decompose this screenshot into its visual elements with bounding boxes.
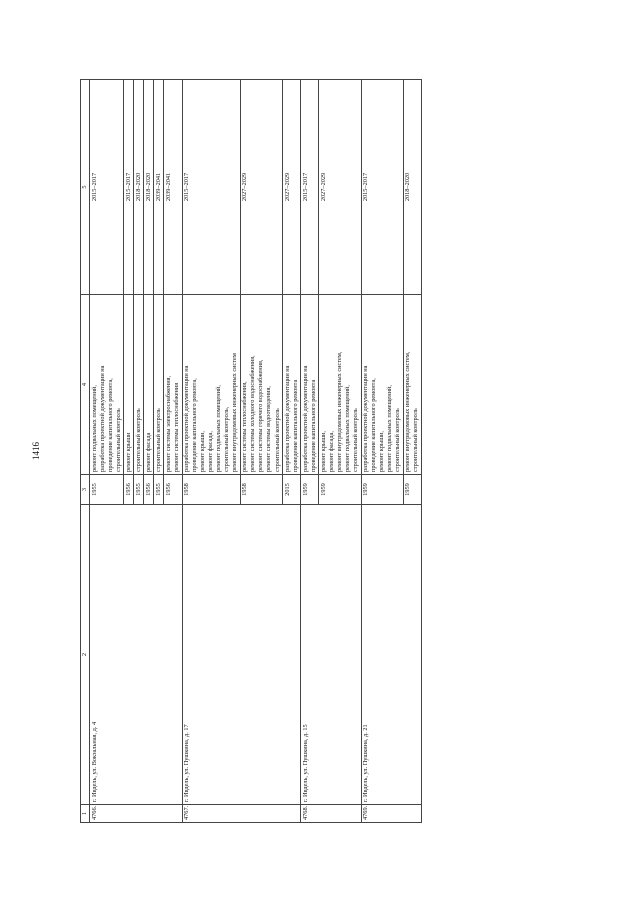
works-cell xyxy=(182,295,240,475)
works-cell xyxy=(283,295,301,475)
works-cell xyxy=(301,295,319,475)
period-cell: 2039–2041 xyxy=(154,80,164,295)
year-cell: 1959 xyxy=(403,475,421,505)
work-line: ремонт крыши, xyxy=(378,430,386,472)
work-line: ремонт системы электроснабжения, xyxy=(164,375,172,472)
works-cell xyxy=(164,295,182,475)
year-cell: 1959 xyxy=(301,475,319,505)
year-cell: 1959 xyxy=(361,475,403,505)
work-line: разработка проектной документации на xyxy=(183,365,191,472)
repair-schedule-table xyxy=(80,79,422,823)
entry-number: 4767. xyxy=(182,805,301,823)
work-line: строительный контроль xyxy=(394,408,402,472)
period-cell: 2015–2017 xyxy=(301,80,319,295)
entry-address: г. Ивдель, ул. Вокзальная, д. 4 xyxy=(90,505,182,805)
work-line: ремонт внутридомовых инженерных систем, xyxy=(335,351,343,472)
year-cell: 1959 xyxy=(319,475,361,505)
entry-address: г. Ивдель, ул. Пушкина, д. 15 xyxy=(301,505,361,805)
works-cell xyxy=(361,295,403,475)
work-line: ремонт системы холодного водоснабжения, xyxy=(249,355,257,472)
work-line: проведение капитального ремонта, xyxy=(370,378,378,472)
table-body xyxy=(90,80,422,823)
entry-number: 4769. xyxy=(361,805,421,823)
work-line: ремонт системы горячего водоснабжения, xyxy=(257,359,265,472)
work-line: ремонт фасада, xyxy=(207,431,215,472)
work-line: ремонт крыши, xyxy=(319,430,327,472)
work-line: строительный контроль, xyxy=(223,406,231,472)
work-line: ремонт подвальных помещений, xyxy=(90,385,98,472)
year-cell: 1956 xyxy=(124,475,134,505)
work-line: проведение капитального ремонта, xyxy=(191,378,199,472)
period-cell: 2027–2029 xyxy=(240,80,282,295)
work-line: строительный контроль xyxy=(134,408,142,472)
work-line: ремонт системы водоотведения, xyxy=(265,386,273,472)
page-number: 1416 xyxy=(31,442,41,460)
table-row xyxy=(301,80,319,823)
table-row xyxy=(90,80,124,823)
header-col-1: 1 xyxy=(81,805,90,823)
work-line: ремонт фасада, xyxy=(327,431,335,472)
work-line: ремонт системы теплоснабжения, xyxy=(241,381,249,472)
works-cell xyxy=(90,295,124,475)
entry-number: 4766. xyxy=(90,805,182,823)
work-line: строительный контроль xyxy=(154,408,162,472)
table-row xyxy=(361,80,403,823)
period-cell: 2018–2020 xyxy=(144,80,154,295)
period-cell: 2027–2029 xyxy=(283,80,301,295)
period-cell: 2018–2020 xyxy=(403,80,421,295)
work-line: ремонт подвальных помещений, xyxy=(386,385,394,472)
works-cell xyxy=(154,295,164,475)
work-line: ремонт внутридомовых инженерных систем xyxy=(231,353,239,472)
table-header-row xyxy=(81,80,90,823)
period-cell: 2015–2017 xyxy=(90,80,124,295)
work-line: ремонт подвальных помещений, xyxy=(343,385,351,472)
work-line: строительный контроль xyxy=(412,408,420,472)
works-cell xyxy=(134,295,144,475)
period-cell: 2018–2020 xyxy=(134,80,144,295)
work-line: разработка проектной документации на xyxy=(301,365,309,472)
work-line: ремонт внутридомовых инженерных систем, xyxy=(404,351,412,472)
work-line: строительный контроль xyxy=(114,408,122,472)
works-cell xyxy=(124,295,134,475)
period-cell: 2039–2041 xyxy=(164,80,182,295)
header-col-2: 2 xyxy=(81,505,90,805)
work-line: разработка проектной документации на xyxy=(283,365,291,472)
works-cell xyxy=(144,295,154,475)
period-cell: 2015–2017 xyxy=(124,80,134,295)
period-cell: 2027–2029 xyxy=(319,80,361,295)
work-line: ремонт подвальных помещений, xyxy=(215,385,223,472)
work-line: ремонт системы теплоснабжения xyxy=(172,382,180,472)
work-line: проведение капитального ремонта xyxy=(309,379,317,472)
header-col-5: 5 xyxy=(81,80,90,295)
work-line: проведение капитального ремонта, xyxy=(106,378,114,472)
header-col-3: 3 xyxy=(81,475,90,505)
year-cell: 1955 xyxy=(90,475,124,505)
work-line: строительный контроль xyxy=(351,408,359,472)
header-col-4: 4 xyxy=(81,295,90,475)
year-cell: 1956 xyxy=(144,475,154,505)
work-line: ремонт крыши, xyxy=(199,430,207,472)
works-cell xyxy=(403,295,421,475)
work-line: разработка проектной документации на xyxy=(98,365,106,472)
work-line: проведение капитального ремонта xyxy=(291,379,299,472)
year-cell: 2015 xyxy=(283,475,301,505)
year-cell: 1956 xyxy=(164,475,182,505)
year-cell: 1958 xyxy=(240,475,282,505)
work-line: строительный контроль xyxy=(273,408,281,472)
year-cell: 1958 xyxy=(182,475,240,505)
entry-address: г. Ивдель, ул. Пушкина, д. 21 xyxy=(361,505,421,805)
entry-address: г. Ивдель, ул. Пушкина, д. 17 xyxy=(182,505,301,805)
work-line: разработка проектной документации на xyxy=(362,365,369,472)
period-cell: 2015–2017 xyxy=(361,80,403,295)
work-line: ремонт фасада xyxy=(144,432,152,472)
works-cell xyxy=(319,295,361,475)
table-row xyxy=(182,80,240,823)
works-cell xyxy=(240,295,282,475)
work-line: ремонт крыши xyxy=(124,432,132,472)
year-cell: 1955 xyxy=(134,475,144,505)
entry-number: 4768. xyxy=(301,805,361,823)
year-cell: 1955 xyxy=(154,475,164,505)
rotated-table-container xyxy=(80,80,554,823)
period-cell: 2015–2017 xyxy=(182,80,240,295)
